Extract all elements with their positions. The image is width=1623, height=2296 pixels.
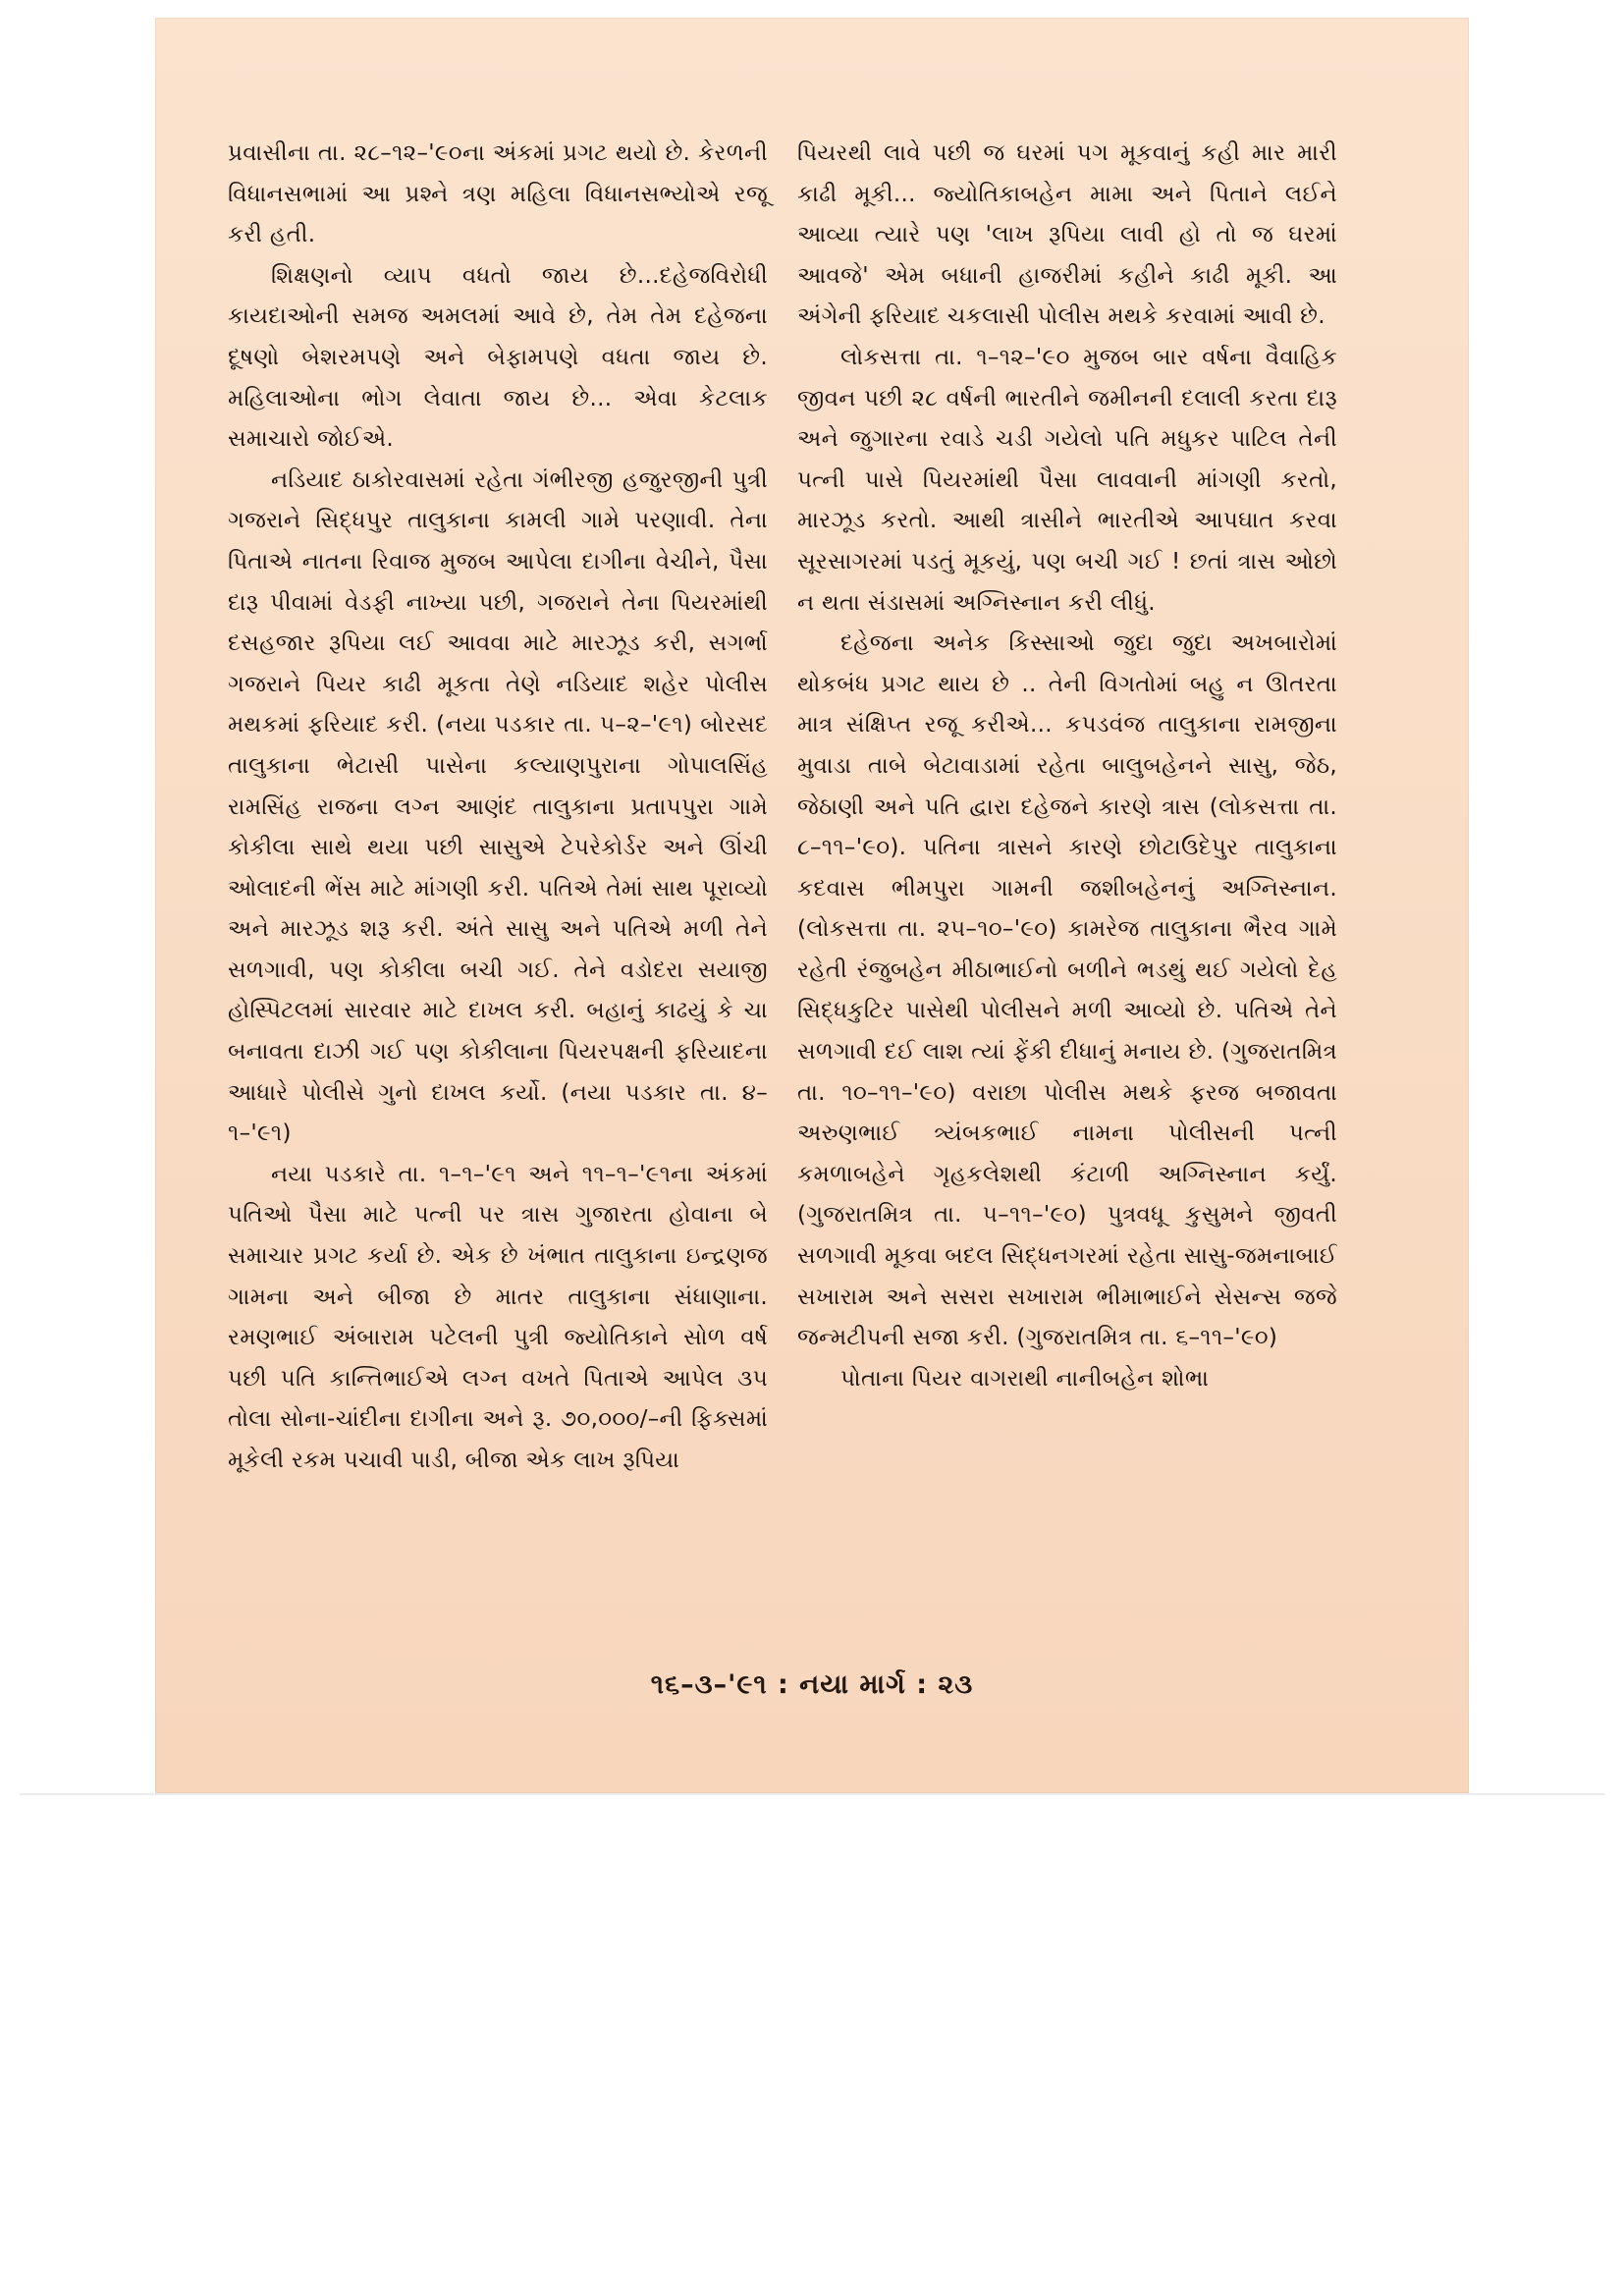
paragraph: લોકસત્તા તા. ૧–૧૨–'૯૦ મુજબ બાર વર્ષના વૈવાહિક જીવન પછી ૨૮ વર્ષની ભારતીને જમીનની દલાલી કરતા દારૂ અને જુગારના રવાડે ચડી ગયેલો પતિ મધુકર પાટિલ તેની પત્ની પાસે પિયરમાંથી પૈસા લાવવાની માંગણી કરતો, મારઝૂડ કરતો. આથી ત્રાસીને ભારતીએ આપઘાત કરવા સૂરસાગરમાં પડતું મૂકયું, પણ બચી ગઈ ! છતાં ત્રાસ ઓછો ન થતા સંડાસમાં અગ્નિસ્નાન કરી લીધું. <box>797 344 1337 616</box>
paragraph: નયા પડકારે તા. ૧–૧–'૯૧ અને ૧૧–૧–'૯૧ના અંકમાં પતિઓ પૈસા માટે પત્ની પર ત્રાસ ગુજારતા હોવાના બે સમાચાર પ્રગટ કર્યા છે. એક છે ખંભાત તાલુકાના ઇન્દ્રણજ ગામના અને બીજા છે માતર તાલુકાના સંધાણાના. રમણભાઈ અંબારામ પટેલની પુત્રી જ્યોતિકાને સોળ વર્ષ પછી પતિ કાન્તિભાઈએ લગ્ન વખતે પિતાએ આપેલ ૩૫ તોલા સોના-ચાંદીના દાગીના અને રૂ. ૭૦,૦૦૦/–ની ફિક્સમાં મૂકેલી રકમ પચાવી પાડી, બીજા એક લાખ રૂપિયા <box>228 1161 768 1473</box>
page-edge-divider <box>20 1793 1605 1795</box>
paragraph: પોતાના પિયર વાગરાથી નાનીબહેન શોભા <box>840 1365 1210 1392</box>
left-column <box>228 134 768 1482</box>
paragraph: શિક્ષણનો વ્યાપ વધતો જાય છે...દહેજવિરોધી કાયદાઓની સમજ અમલમાં આવે છે, તેમ તેમ દહેજના દૂષણો બેશરમપણે અને બેફામપણે વધતા જાય છે. મહિલાઓના ભોગ લેવાતા જાય છે... એવા કેટલાક સમાચારો જોઈએ. <box>228 262 768 453</box>
paragraph: પિયરથી લાવે પછી જ ઘરમાં પગ મૂકવાનું કહી માર મારી કાઢી મૂકી... જ્યોતિકાબહેન મામા અને પિતાને લઈને આવ્યા ત્યારે પણ 'લાખ રૂપિયા લાવી હો તો જ ઘરમાં આવજે' એમ બધાની હાજરીમાં કહીને કાઢી મૂકી. આ અંગેની ફરિયાદ ચકલાસી પોલીસ મથકે કરવામાં આવી છે. <box>797 140 1337 330</box>
paragraph: નડિયાદ ઠાકોરવાસમાં રહેતા ગંભીરજી હજુરજીની પુત્રી ગજરાને સિદ્ધપુર તાલુકાના કામલી ગામે પરણાવી. તેના પિતાએ નાતના રિવાજ મુજબ આપેલા દાગીના વેચીને, પૈસા દારૂ પીવામાં વેડફી નાખ્યા પછી, ગજરાને તેના પિયરમાંથી દસહજાર રૂપિયા લઈ આવવા માટે મારઝૂડ કરી, સગર્ભા ગજરાને પિયર કાઢી મૂકતા તેણે નડિયાદ શહેર પોલીસ મથકમાં ફરિયાદ કરી. (નયા પડકાર તા. ૫–૨–'૯૧) બોરસદ તાલુકાના ભેટાસી પાસેના કલ્યાણપુરાના ગોપાલસિંહ રામસિંહ રાજના લગ્ન આણંદ તાલુકાના પ્રતાપપુરા ગામે કોકીલા સાથે થયા પછી સાસુએ ટેપરેકોર્ડર અને ઊંચી ઓલાદની ભેંસ માટે માંગણી કરી. પતિએ તેમાં સાથ પૂરાવ્યો અને મારઝૂડ શરૂ કરી. અંતે સાસુ અને પતિએ મળી તેને સળગાવી, પણ કોકીલા બચી ગઈ. તેને વડોદરા સયાજી હોસ્પિટલમાં સારવાર માટે દાખલ કરી. બહાનું કાઢયું કે ચા બનાવતા દાઝી ગઈ પણ કોકીલાના પિયરપક્ષની ફરિયાદના આધારે પોલીસે ગુનો દાખલ કર્યો. (નયા પડકાર તા. ૪–૧–'૯૧) <box>228 466 768 1147</box>
paragraph: પ્રવાસીના તા. ૨૮–૧૨–'૯૦ના અંકમાં પ્રગટ થયો છે. કેરળની વિધાનસભામાં આ પ્રશ્ને ત્રણ મહિલા વિધાનસભ્યોએ રજૂ કરી હતી. <box>228 140 768 248</box>
paragraph: દહેજના અનેક કિસ્સાઓ જુદા જુદા અખબારોમાં થોકબંધ પ્રગટ થાય છે .. તેની વિગતોમાં બહુ ન ઊતરતા માત્ર સંક્ષિપ્ત રજૂ કરીએ... કપડવંજ તાલુકાના રામજીના મુવાડા તાબે બેટાવાડામાં રહેતા બાલુબહેનને સાસુ, જેઠ, જેઠાણી અને પતિ દ્વારા દહેજને કારણે ત્રાસ (લોકસત્તા તા. ૮–૧૧–'૯૦). પતિના ત્રાસને કારણે છોટાઉદેપુર તાલુકાના કદવાસ ભીમપુરા ગામની જશીબહેનનું અગ્નિસ્નાન. (લોકસત્તા તા. ૨૫–૧૦–'૯૦) કામરેજ તાલુકાના ભૈરવ ગામે રહેતી રંજુબહેન મીઠાભાઈનો બળીને ભડથું થઈ ગયેલો દેહ સિદ્ધકુટિર પાસેથી પોલીસને મળી આવ્યો છે. પતિએ તેને સળગાવી દઈ લાશ ત્યાં ફેંકી દીધાનું મનાય છે. (ગુજરાતમિત્ર તા. ૧૦–૧૧–'૯૦) વરાછા પોલીસ મથકે ફરજ બજાવતા અરુણભાઈ ત્ર્યંબકભાઈ નામના પોલીસની પત્ની કમળાબહેને ગૃહકલેશથી કંટાળી અગ્નિસ્નાન કર્યું. (ગુજરાતમિત્ર તા. ૫–૧૧–'૯૦) પુત્રવધૂ કુસુમને જીવતી સળગાવી મૂકવા બદલ સિદ્ધનગરમાં રહેતા સાસુ-જમનાબાઈ સખારામ અને સસરા સખારામ ભીમાભાઈને સેસન્સ જજે જન્મટીપની સજા કરી. (ગુજરાતમિત્ર તા. ૬–૧૧–'૯૦) <box>797 630 1337 1351</box>
right-column <box>797 134 1337 1399</box>
page-footer: ૧૬–૩–'૯૧ : નયા માર્ગ : ૨૩ <box>650 1669 974 1700</box>
